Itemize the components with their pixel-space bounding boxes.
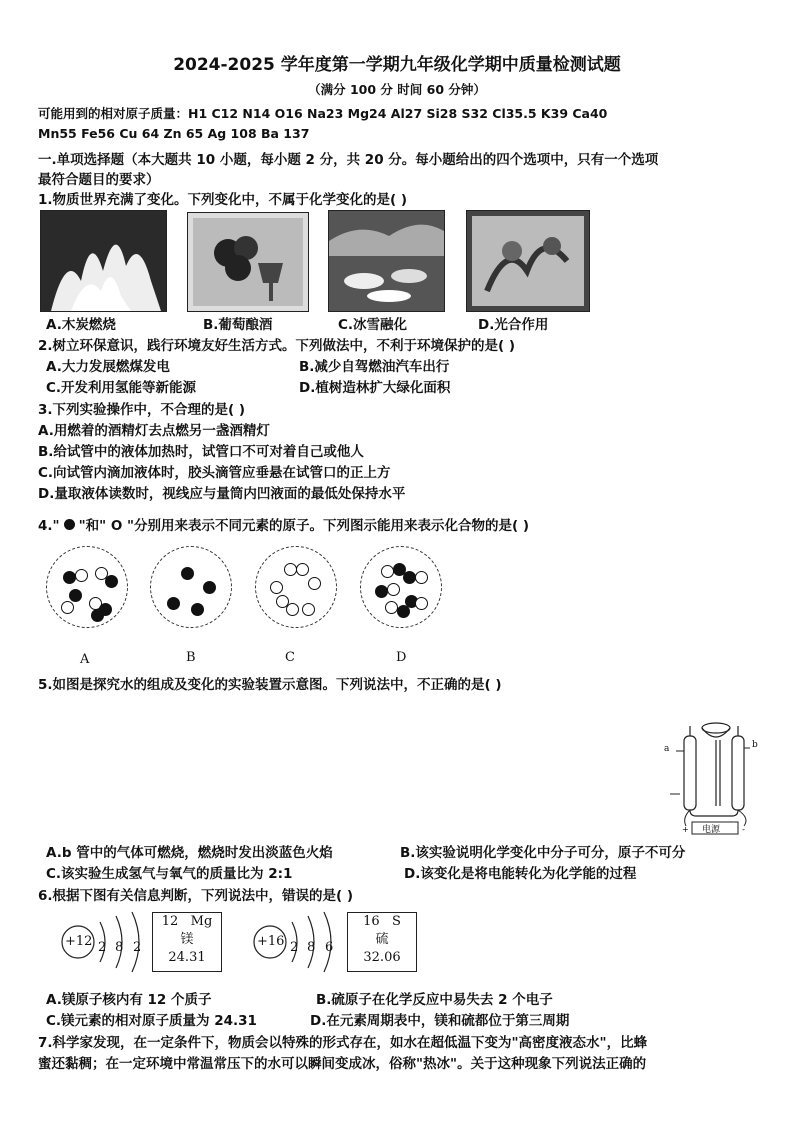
q2-stem: 2.树立环保意识，践行环境友好生活方式。下列做法中，不利于环境保护的是( ): [38, 338, 516, 354]
diagram-label-c: C: [285, 650, 295, 665]
q3-option-c[interactable]: C.向试管内滴加液体时，胶头滴管应垂悬在试管口的正上方: [38, 465, 391, 481]
mg-nucleus-charge: +12: [65, 934, 93, 949]
photo-photosynthesis: [466, 210, 590, 312]
q5-option-d[interactable]: D.该变化是将电能转化为化学能的过程: [404, 866, 637, 882]
q4-stem: 4." "和" O "分别用来表示不同元素的原子。下列图示能用来表示化合物的是( ): [38, 518, 530, 534]
mg-atomic-number: 12: [161, 914, 179, 929]
s-shell-1: 2: [290, 940, 299, 955]
s-atomic-number: 16: [363, 914, 380, 929]
molecule-diagram-d: [360, 546, 442, 628]
s-shell-2: 8: [307, 940, 316, 955]
q1-option-a[interactable]: A.木炭燃烧: [46, 317, 116, 333]
q6-option-d[interactable]: D.在元素周期表中，镁和硫都位于第三周期: [310, 1013, 570, 1029]
photo-grape-wine: [187, 212, 309, 312]
tube-a-label: a: [664, 744, 670, 754]
power-supply-label: 电源: [702, 825, 721, 835]
q2-option-a[interactable]: A.大力发展燃煤发电: [46, 359, 170, 375]
q7-line2: 蜜还黏稠；在一定环境中常温常压下的水可以瞬间变成冰，俗称"热冰"。关于这种现象下列说法正确的: [38, 1056, 647, 1072]
molecule-diagram-b: [150, 546, 232, 628]
s-element-card: [347, 912, 417, 972]
q1-option-d[interactable]: D.光合作用: [478, 317, 549, 333]
q2-option-d[interactable]: D.植树造林扩大绿化面积: [299, 380, 451, 396]
mg-element-card: [152, 912, 222, 972]
molecule-diagram-c: [255, 546, 337, 628]
page-subtitle: （满分 100 分 时间 60 分钟）: [308, 82, 486, 97]
q5-option-b[interactable]: B.该实验说明化学变化中分子可分，原子不可分: [400, 845, 686, 861]
q3-option-b[interactable]: B.给试管中的液体加热时，试管口不可对着自己或他人: [38, 444, 364, 460]
mg-atomic-mass: 24.31: [168, 950, 206, 965]
q6-option-c[interactable]: C.镁元素的相对原子质量为 24.31: [46, 1013, 257, 1029]
mg-shell-3: 2: [133, 940, 142, 955]
mg-name: 镁: [180, 932, 194, 947]
mg-symbol: Mg: [190, 914, 213, 929]
mg-shell-2: 8: [115, 940, 124, 955]
q6-option-a[interactable]: A.镁原子核内有 12 个质子: [46, 992, 212, 1008]
mg-atom-structure-diagram: [58, 908, 150, 976]
q1-option-c[interactable]: C.冰雪融化: [338, 317, 408, 333]
black-atom-icon: [64, 519, 75, 530]
svg-text:+: +: [682, 825, 689, 834]
s-atomic-mass: 32.06: [363, 950, 401, 965]
q6-option-b[interactable]: B.硫原子在化学反应中易失去 2 个电子: [316, 992, 553, 1008]
q1-option-b[interactable]: B.葡萄酿酒: [203, 317, 273, 333]
section1-line2: 最符合题目的要求）: [38, 172, 160, 188]
q5-option-a[interactable]: A.b 管中的气体可燃烧，燃烧时发出淡蓝色火焰: [46, 845, 333, 861]
q3-option-d[interactable]: D.量取液体读数时，视线应与量筒内凹液面的最低处保持水平: [38, 486, 406, 502]
q7-line1: 7.科学家发现，在一定条件下，物质会以特殊的形式存在，如水在超低温下变为"高密度液态水"，比蜂: [38, 1035, 648, 1051]
q6-stem: 6.根据下图有关信息判断，下列说法中，错误的是( ): [38, 888, 354, 904]
section1-line1: 一.单项选择题（本大题共 10 小题，每小题 2 分，共 20 分。每小题给出的四个选项中，只有一个选项: [38, 152, 659, 168]
diagram-label-a: A: [80, 652, 90, 667]
molecule-diagram-a: [46, 546, 128, 628]
q1-stem: 1.物质世界充满了变化。下列变化中，不属于化学变化的是( ): [38, 192, 408, 208]
q3-stem: 3.下列实验操作中，不合理的是( ): [38, 402, 246, 418]
s-nucleus-charge: +16: [257, 934, 285, 949]
mg-shell-1: 2: [98, 940, 107, 955]
photo-ice-melting: [328, 210, 445, 312]
q2-option-c[interactable]: C.开发利用氢能等新能源: [46, 380, 197, 396]
tube-b-label: b: [752, 740, 758, 750]
q3-option-a[interactable]: A.用燃着的酒精灯去点燃另一盏酒精灯: [38, 423, 270, 439]
s-atom-structure-diagram: [250, 908, 342, 976]
atomic-mass-line-2: Mn55 Fe56 Cu 64 Zn 65 Ag 108 Ba 137: [38, 126, 310, 141]
atomic-mass-line-1: 可能用到的相对原子质量：H1 C12 N14 O16 Na23 Mg24 Al27 Si28 S32 Cl35.5 K39 Ca40: [38, 106, 608, 121]
s-symbol: S: [392, 914, 401, 929]
electrolysis-apparatus-diagram: [660, 718, 770, 840]
diagram-label-b: B: [186, 650, 196, 665]
q5-stem: 5.如图是探究水的组成及变化的实验装置示意图。下列说法中，不正确的是( ): [38, 677, 502, 693]
s-name: 硫: [375, 932, 389, 947]
q5-option-c[interactable]: C.该实验生成氢气与氧气的质量比为 2:1: [46, 866, 293, 882]
q2-option-b[interactable]: B.减少自驾燃油汽车出行: [299, 359, 450, 375]
page-title: 2024-2025 学年度第一学期九年级化学期中质量检测试题: [173, 55, 621, 75]
diagram-label-d: D: [396, 650, 407, 665]
s-shell-3: 6: [325, 940, 334, 955]
photo-charcoal-burning: [40, 210, 167, 312]
svg-text:-: -: [742, 825, 745, 834]
